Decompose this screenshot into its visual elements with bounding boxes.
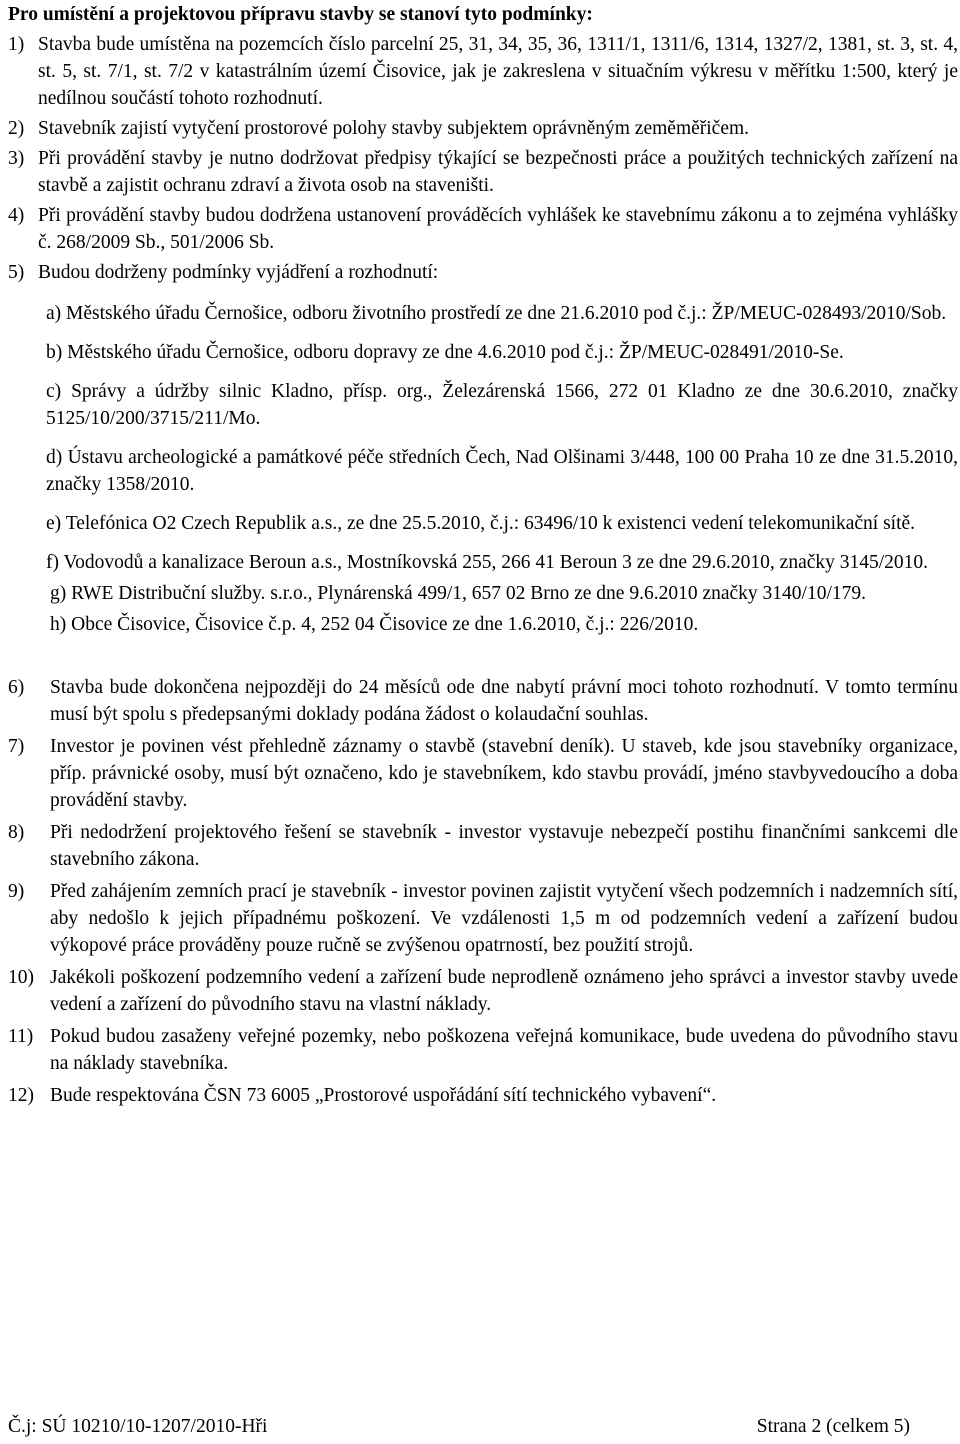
- condition-text: Jakékoli poškození podzemního vedení a zařízení bude neprodleně oznámeno jeho správci a investor stavby uvede vedení a zařízení do původního stavu na vlastní náklady.: [50, 967, 958, 1015]
- condition-item-7: [8, 733, 958, 814]
- condition-text: Stavba bude umístěna na pozemcích číslo parcelní 25, 31, 34, 35, 36, 1311/1, 1311/6, 1314, 1327/2, 1381, st. 3, st. 4, st. 5, st. 7/1, st. 7/2 v katastrálním území Čisovice, jak je zakreslena v situačním výkresu v měřítku 1:500, který je nedílnou součástí tohoto rozhodnutí.: [38, 34, 958, 109]
- reference-number: Č.j: SÚ 10210/10-1207/2010-Hři: [8, 1416, 268, 1437]
- condition-number: 7): [8, 736, 25, 757]
- opinion-text: RWE Distribuční služby. s.r.o., Plynárenská 499/1, 657 02 Brno ze dne 9.6.2010 značky 3140/10/179.: [71, 583, 867, 604]
- condition-text: Stavebník zajistí vytyčení prostorové polohy stavby subjektem oprávněným zeměměřičem.: [38, 118, 750, 139]
- condition-text: Investor je povinen vést přehledně záznamy o stavbě (stavební deník). U staveb, kde jsou stavebníky organizace, příp. právnické osoby, musí být označeno, kdo je stavebníkem, kdo stavbu provádí, jméno stavbyvedoucího a doba provádění stavby.: [50, 736, 958, 811]
- opinion-item-a: [46, 300, 958, 327]
- condition-text: Při provádění stavby je nutno dodržovat předpisy týkající se bezpečnosti práce a použitých technických zařízení na stavbě a zajistit ochranu zdraví a života osob na staveništi.: [38, 148, 958, 196]
- condition-item-1: [8, 31, 958, 112]
- opinion-item-d: [46, 444, 958, 498]
- opinion-text: Městského úřadu Černošice, odboru dopravy ze dne 4.6.2010 pod č.j.: ŽP/MEUC-028491/2010-Se.: [67, 342, 844, 363]
- condition-number: 2): [8, 118, 25, 139]
- condition-item-6: [8, 674, 958, 728]
- document-page: [8, 2, 958, 1109]
- condition-number: 12): [8, 1085, 34, 1106]
- condition-text: Při nedodržení projektového řešení se stavebník - investor vystavuje nebezpečí postihu finančními sankcemi dle stavebního zákona.: [50, 822, 958, 870]
- conditions-list-bottom: [8, 674, 958, 1109]
- opinion-number: a): [46, 303, 62, 324]
- condition-item-8: [8, 819, 958, 873]
- opinion-item-f: [46, 549, 958, 576]
- opinion-text: Ústavu archeologické a památkové péče středních Čech, Nad Olšinami 3/448, 100 00 Praha 10 ze dne 31.5.2010, značky 1358/2010.: [46, 447, 958, 495]
- page-number: Strana 2 (celkem 5): [756, 1416, 910, 1437]
- condition-text: Bude respektována ČSN 73 6005 „Prostorové uspořádání sítí technického vybavení“.: [50, 1085, 717, 1106]
- opinion-item-b: [46, 339, 958, 366]
- opinion-text: Telefónica O2 Czech Republik a.s., ze dne 25.5.2010, č.j.: 63496/10 k existenci vedení telekomunikační sítě.: [65, 513, 916, 534]
- condition-number: 5): [8, 262, 25, 283]
- opinion-item-h: [50, 611, 958, 638]
- opinion-item-e: [46, 510, 958, 537]
- condition-number: 6): [8, 677, 25, 698]
- condition-item-4: [8, 202, 958, 256]
- condition-number: 1): [8, 34, 25, 55]
- condition-number: 3): [8, 148, 25, 169]
- opinion-number: e): [46, 513, 62, 534]
- condition-text: Při provádění stavby budou dodržena ustanovení prováděcích vyhlášek ke stavebnímu zákonu a to zejména vyhlášky č. 268/2009 Sb., 501/2006 Sb.: [38, 205, 958, 253]
- conditions-heading: Pro umístění a projektovou přípravu stavby se stanoví tyto podmínky:: [8, 4, 593, 25]
- condition-number: 11): [8, 1026, 34, 1047]
- condition-item-10: [8, 964, 958, 1018]
- conditions-list-top: [8, 31, 958, 286]
- condition-text: Budou dodrženy podmínky vyjádření a rozhodnutí:: [38, 262, 439, 283]
- condition-text: Před zahájením zemních prací je stavebník - investor povinen zajistit vytyčení všech podzemních i nadzemních sítí, aby nedošlo k jejich případnému poškození. Ve vzdálenosti 1,5 m od podzemních vedení a zařízení budou výkopové práce prováděny pouze ručně se zvýšenou opatrností, bez použití strojů.: [50, 881, 958, 956]
- opinion-number: f): [46, 552, 59, 573]
- condition-item-2: [8, 115, 958, 142]
- condition-number: 8): [8, 822, 25, 843]
- opinion-text: Městského úřadu Černošice, odboru životního prostředí ze dne 21.6.2010 pod č.j.: ŽP/MEUC-028493/2010/Sob.: [66, 303, 947, 324]
- opinion-number: h): [50, 614, 67, 635]
- condition-number: 4): [8, 205, 25, 226]
- opinion-number: d): [46, 447, 63, 468]
- condition-item-5: [8, 259, 958, 286]
- opinion-item-c: [46, 378, 958, 432]
- condition-text: Stavba bude dokončena nejpozději do 24 měsíců ode dne nabytí právní moci tohoto rozhodnutí. V tomto termínu musí být spolu s předepsanými doklady podána žádost o kolaudační souhlas.: [50, 677, 958, 725]
- condition-item-11: [8, 1023, 958, 1077]
- opinion-text: Obce Čisovice, Čisovice č.p. 4, 252 04 Čisovice ze dne 1.6.2010, č.j.: 226/2010.: [71, 614, 699, 635]
- condition-text: Pokud budou zasaženy veřejné pozemky, nebo poškozena veřejná komunikace, bude uvedena do původního stavu na náklady stavebníka.: [50, 1026, 958, 1074]
- opinion-text: Vodovodů a kanalizace Beroun a.s., Mostníkovská 255, 266 41 Beroun 3 ze dne 29.6.2010, značky 3145/2010.: [63, 552, 929, 573]
- opinion-number: g): [50, 583, 67, 604]
- condition-item-9: [8, 878, 958, 959]
- condition-number: 9): [8, 881, 25, 902]
- opinion-number: b): [46, 342, 63, 363]
- opinions-sublist: [8, 300, 958, 638]
- opinion-text: Správy a údržby silnic Kladno, přísp. org., Železárenská 1566, 272 01 Kladno ze dne 30.6.2010, značky 5125/10/200/3715/211/Mo.: [46, 381, 958, 429]
- condition-number: 10): [8, 967, 34, 988]
- condition-item-3: [8, 145, 958, 199]
- condition-item-12: [8, 1082, 958, 1109]
- opinion-number: c): [46, 381, 62, 402]
- opinion-item-g: [50, 580, 958, 607]
